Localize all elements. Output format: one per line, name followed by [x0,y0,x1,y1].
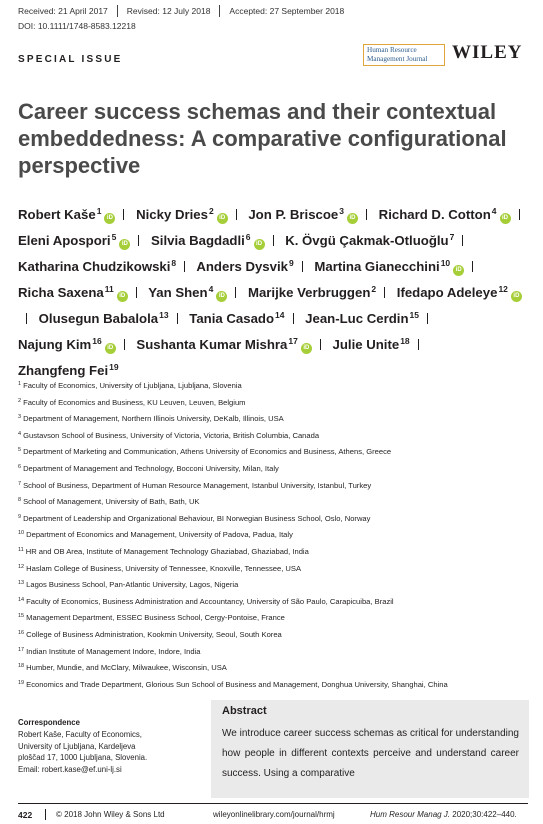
affiliation [18,410,533,427]
affiliation [18,659,533,676]
author[interactable] [305,311,419,326]
author-separator [302,261,303,272]
author-separator [124,339,125,350]
orcid-icon[interactable]: iD [500,213,511,224]
author[interactable] [151,233,265,248]
author-name[interactable]: Jon P. Briscoe [248,207,339,222]
affiliation-text: School of Business, Department of Human Resource Management, Istanbul University, Istanbul, Turkey [23,480,372,490]
affiliation-marker: 14 [275,310,285,320]
accepted-date: Accepted: 27 September 2018 [229,6,345,16]
author-name[interactable]: Robert Kaše [18,207,96,222]
author-separator [177,313,178,324]
affiliation [18,543,533,560]
affiliation-marker: 2 [371,284,377,294]
journal-logo [363,44,445,66]
affiliation-number: 6 [18,463,22,470]
author[interactable] [39,311,169,326]
affiliation-text: HR and OB Area, Institute of Management Technology Ghaziabad, Ghaziabad, India [25,546,309,556]
affiliation-marker: 19 [109,362,119,372]
correspondence-line: Robert Kaše, Faculty of Economics, [18,729,142,739]
author-name[interactable]: Eleni Apospori [18,233,111,248]
affiliation-marker: 4 [491,206,497,216]
correspondence [18,717,198,776]
affiliation [18,609,533,626]
author-name[interactable]: Julie Unite [332,337,400,352]
affiliation [18,526,533,543]
affiliation-text: Management Department, ESSEC Business School, Cergy-Pontoise, France [26,613,285,623]
affiliation-number: 10 [18,530,25,537]
journal-logo-line2: Management Journal [367,55,428,63]
citation-journal: Hum Resour Manag J. [370,810,451,819]
affiliation-marker: 8 [171,258,177,268]
author-name[interactable]: Nicky Dries [136,207,208,222]
affiliation-number: 14 [18,596,25,603]
affiliation-number: 12 [18,563,25,570]
article-title: Career success schemas and their contextual embeddedness: A comparative configurational perspective [18,99,507,178]
affiliation-number: 2 [18,397,22,404]
author[interactable] [379,207,511,222]
copyright: © 2018 John Wiley & Sons Ltd [56,810,165,819]
orcid-icon[interactable]: iD [301,343,312,354]
author-name[interactable]: Yan Shen [148,285,208,300]
affiliation-number: 4 [18,430,22,437]
author-name[interactable]: Richard D. Cotton [378,207,491,222]
author-name[interactable]: K. Övgü Çakmak-Otluoğlu [285,233,449,248]
affiliation-text: Department of Economics and Management, University of Padova, Padua, Italy [26,530,293,540]
affiliation-text: College of Business Administration, Kookmin University, Seoul, South Korea [26,629,282,639]
journal-logo-line1: Human Resource [367,46,417,54]
section-label: SPECIAL ISSUE [18,54,123,65]
affiliation-marker: 2 [208,206,214,216]
affiliation-marker: 18 [400,336,410,346]
affiliation-marker: 17 [288,336,298,346]
author-separator [384,287,385,298]
affiliation-number: 19 [18,679,25,686]
affiliation-marker: 16 [92,336,102,346]
abstract-text: We introduce career success schemas as critical for understanding how people in different contexts perceive and understand career success. Using a comparative [222,728,519,779]
author[interactable] [18,363,119,378]
orcid-icon[interactable]: iD [453,265,464,276]
affiliation [18,477,533,494]
affiliation-text: Lagos Business School, Pan-Atlantic University, Lagos, Nigeria [26,580,239,590]
author-name[interactable]: Olusegun Babalola [38,311,159,326]
author[interactable] [189,311,284,326]
author[interactable] [248,207,358,222]
author[interactable] [18,259,176,274]
affiliation-number: 18 [18,663,25,670]
orcid-icon[interactable]: iD [254,239,265,250]
affiliation-list [18,377,533,692]
affiliation-text: School of Management, University of Bath, Bath, UK [23,497,200,507]
affiliation-text: Department of Leadership and Organizational Behaviour, BI Norwegian Business School, Oslo, Norway [23,513,371,523]
affiliation-number: 1 [18,381,22,387]
author-separator [366,209,367,220]
author-name[interactable]: Zhangfeng Fei [18,363,109,378]
author[interactable] [18,285,128,300]
affiliation-text: Humber, Mundie, and McClary, Milwaukee, Wisconsin, USA [26,663,227,673]
revised-date: Revised: 12 July 2018 [126,6,211,16]
affiliation-marker: 9 [288,258,294,268]
citation-details: 2020;30:422–440. [450,810,517,819]
correspondence-label: Correspondence [18,718,80,727]
author-name[interactable]: Sushanta Kumar Mishra [136,337,288,352]
doi[interactable]: DOI: 10.1111/1748-8583.12218 [18,21,136,31]
affiliation-number: 11 [18,546,24,553]
author-name[interactable]: Tania Casado [189,311,275,326]
correspondence-line: ploščad 17, 1000 Ljubljana, Slovenia. [18,753,148,763]
author[interactable] [285,233,454,248]
author[interactable] [18,233,130,248]
author-name[interactable]: Najung Kim [18,337,92,352]
affiliation-marker: 15 [409,310,419,320]
author-separator [184,261,185,272]
affiliation-text: Department of Marketing and Communication, Athens University of Economics and Business, Athens, Greece [23,447,392,457]
orcid-icon[interactable]: iD [104,213,115,224]
author[interactable] [148,285,227,300]
affiliation [18,460,533,477]
affiliation-marker: 5 [111,232,117,242]
author[interactable] [397,285,522,300]
affiliation-number: 3 [18,414,22,421]
affiliation [18,576,533,593]
affiliation-marker: 11 [104,284,114,294]
footer-rule [18,803,528,804]
author-name[interactable]: Ifedapo Adeleye [396,285,498,300]
affiliation-number: 8 [18,497,22,504]
author-name[interactable]: Marijke Verbruggen [247,285,371,300]
divider [219,5,220,17]
author-separator [462,235,463,246]
received-date: Received: 21 April 2017 [18,6,108,16]
affiliation-marker: 10 [440,258,451,268]
author-name[interactable]: Jean-Luc Cerdin [305,311,409,326]
affiliation-text: Faculty of Economics, Business Administration and Accountancy, University of São Paulo, Carapicuiba, Brazil [26,596,394,606]
affiliation [18,676,533,693]
author-separator [26,313,27,324]
author-separator [320,339,321,350]
correspondence-line: University of Ljubljana, Kardeljeva [18,741,136,751]
article-history [18,5,344,17]
affiliation [18,443,533,460]
orcid-icon[interactable]: iD [119,239,130,250]
affiliation-text: Indian Institute of Management Indore, Indore, India [26,646,201,656]
author-list [18,200,528,382]
affiliation-text: Faculty of Economics, University of Ljubljana, Ljubljana, Slovenia [23,381,242,390]
author-name[interactable]: Richa Saxena [18,285,104,300]
affiliation-marker: 13 [159,310,169,320]
orcid-icon[interactable]: iD [511,291,522,302]
affiliation-marker: 7 [449,232,455,242]
author-separator [273,235,274,246]
affiliation-number: 16 [18,629,25,636]
affiliation [18,394,533,411]
author-name[interactable]: Katharina Chudzikowski [18,259,171,274]
divider [45,809,46,820]
affiliation-text: Gustavson School of Business, University of Victoria, Victoria, British Columbia, Canada [23,430,320,440]
page-number: 422 [18,810,33,820]
author[interactable] [248,285,376,300]
affiliation [18,593,533,610]
author-separator [472,261,473,272]
orcid-icon[interactable]: iD [217,213,228,224]
author[interactable] [314,259,464,274]
publisher-logo: WILEY [452,42,523,63]
author[interactable] [18,337,116,352]
affiliation-marker: 3 [339,206,344,216]
affiliation [18,626,533,643]
affiliation [18,377,533,394]
affiliation-marker: 1 [96,206,102,216]
orcid-icon[interactable]: iD [105,343,116,354]
affiliation-marker: 4 [208,284,214,294]
author-separator [235,287,236,298]
affiliation-number: 13 [18,580,25,587]
author-separator [138,235,139,246]
author-separator [519,209,520,220]
affiliation-text: Economics and Trade Department, Glorious Sun School of Business and Management, Donghua University, Shanghai, China [26,679,448,689]
affiliation-text: Department of Management, Northern Illinois University, DeKalb, Illinois, USA [23,414,284,424]
author-separator [123,209,124,220]
affiliation-number: 17 [18,646,25,653]
journal-website-link[interactable]: wileyonlinelibrary.com/journal/hrmj [213,810,335,819]
orcid-icon[interactable]: iD [117,291,128,302]
author-separator [136,287,137,298]
author-separator [293,313,294,324]
affiliation-text: Department of Management and Technology, Bocconi University, Milan, Italy [23,463,279,473]
affiliation [18,510,533,527]
correspondence-email[interactable]: Email: robert.kase@ef.uni-lj.si [18,765,122,775]
affiliation [18,560,533,577]
author-separator [236,209,237,220]
orcid-icon[interactable]: iD [347,213,358,224]
affiliation-number: 15 [18,613,25,620]
affiliation-text: Faculty of Economics and Business, KU Leuven, Leuven, Belgium [23,397,246,407]
affiliation-marker: 6 [245,232,251,242]
affiliation-marker: 12 [498,284,508,294]
author-name[interactable]: Silvia Bagdadli [150,233,245,248]
affiliation-number: 9 [18,513,22,520]
affiliation-number: 5 [18,447,22,454]
author-separator [418,339,419,350]
affiliation [18,427,533,444]
citation [370,810,517,819]
author-separator [427,313,428,324]
abstract-heading: Abstract [222,705,267,717]
author-name[interactable]: Anders Dysvik [196,259,288,274]
author[interactable] [136,207,228,222]
orcid-icon[interactable]: iD [216,291,227,302]
affiliation-text: Haslam College of Business, University of Tennessee, Knoxville, Tennessee, USA [26,563,302,573]
affiliation [18,643,533,660]
author[interactable] [196,259,293,274]
affiliation-number: 7 [18,480,22,487]
author-name[interactable]: Martina Gianecchini [314,259,440,274]
author[interactable] [18,207,115,222]
author[interactable] [333,337,410,352]
divider [117,5,118,17]
affiliation [18,493,533,510]
author[interactable] [136,337,311,352]
